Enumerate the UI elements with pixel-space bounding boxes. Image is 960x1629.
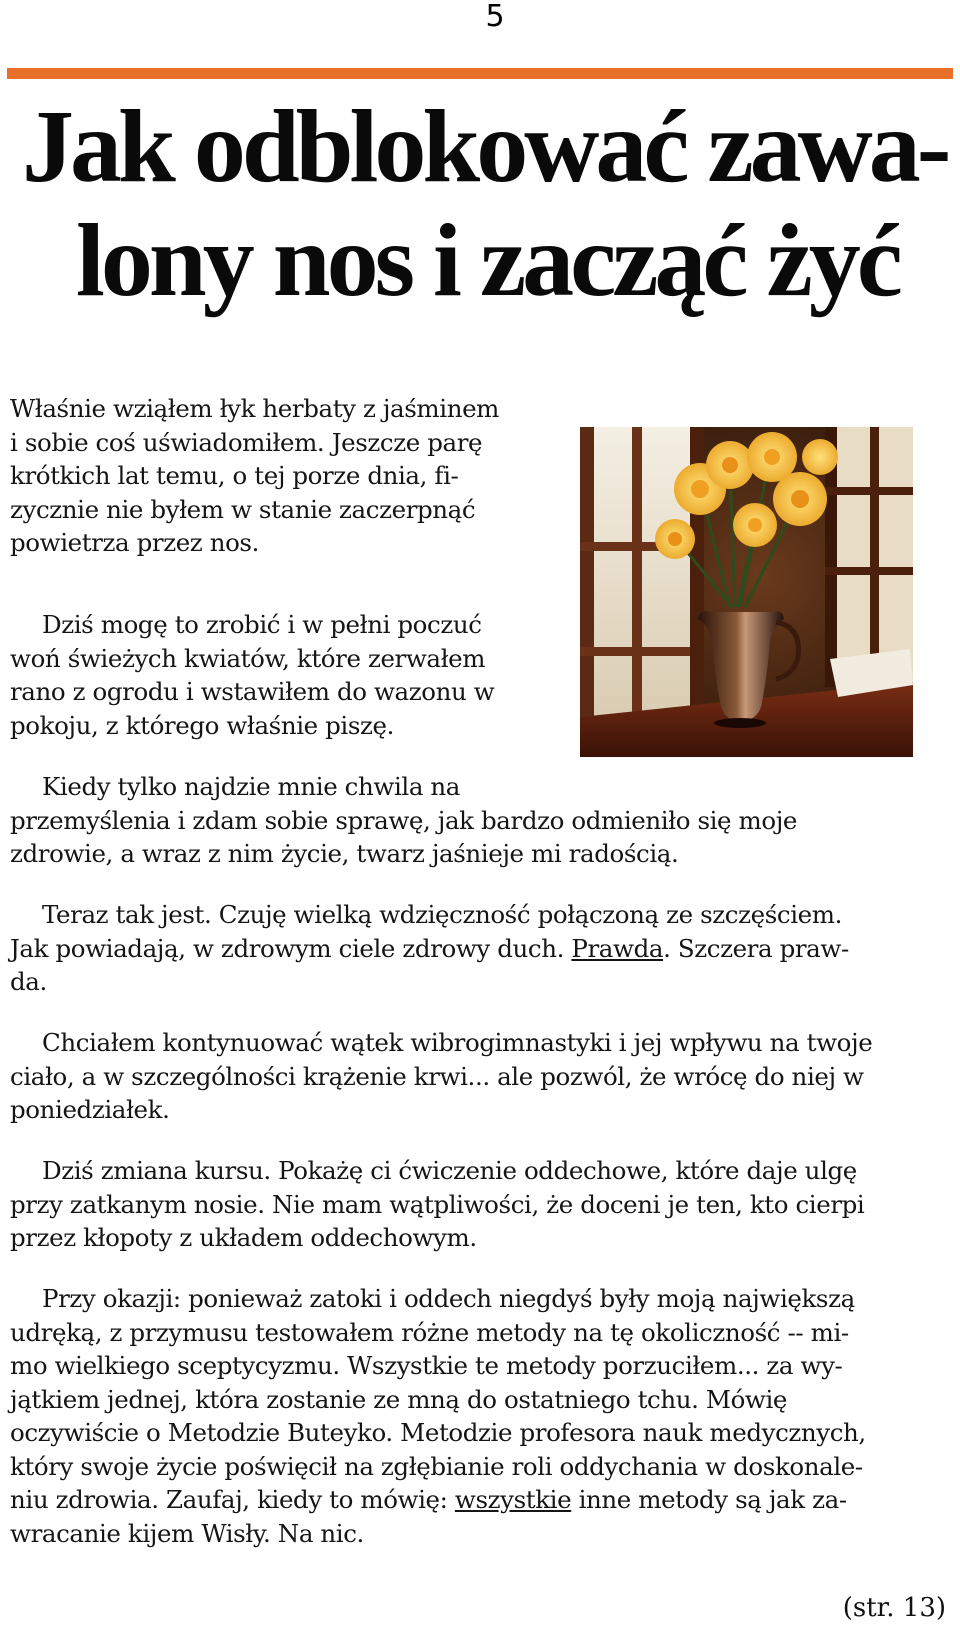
title-line-2: lony nos i zacząć żyć [76, 203, 899, 318]
text-line: przy zatkanym nosie. Nie mam wątpliwości, że doceni je ten, kto cierpi [10, 1189, 865, 1219]
text-line: który swoje życie poświęcił na zgłębianie roli oddychania w doskonale- [10, 1451, 863, 1481]
text-line: powietrza przez nos. [10, 528, 259, 557]
text-line: jątkiem jednej, która zostanie ze mną do ostatniego tchu. Mówię [10, 1384, 788, 1414]
page-title [22, 90, 952, 318]
text-line: ciało, a w szczególności krążenie krwi... ale pozwól, że wrócę do niej w [10, 1061, 864, 1091]
title-line-1: Jak odblokować zawa- [22, 89, 948, 204]
text-line: przez kłopoty z układem oddechowym. [10, 1223, 477, 1252]
text-line: Przy okazji: ponieważ zatoki i oddech niegdyś były moją największą [42, 1284, 855, 1313]
text-line: Dziś zmiana kursu. Pokażę ci ćwiczenie oddechowe, które daje ulgę [42, 1156, 857, 1185]
text-line: mo wielkiego sceptycyzmu. Wszystkie te metody porzuciłem... za wy- [10, 1351, 843, 1380]
text-segment: . Szczera praw- [663, 933, 849, 963]
text-line: udręką, z przymusu testowałem różne metody na tę okoliczność -- mi- [10, 1317, 849, 1347]
page-reference: (str. 13) [842, 1593, 946, 1623]
wszystkie-link[interactable]: wszystkie [454, 1485, 572, 1514]
text-line: oczywiście o Metodzie Buteyko. Metodzie profesora nauk medycznych, [10, 1418, 866, 1447]
text-line: wracanie kijem Wisły. Na nic. [10, 1518, 364, 1548]
text-line: da. [10, 967, 47, 996]
daffodils-vase-image [580, 427, 913, 757]
text-line: Teraz tak jest. Czuję wielką wdzięczność połączoną ze szczęściem. [42, 900, 842, 929]
text-line: Kiedy tylko najdzie mnie chwila na [42, 772, 461, 801]
paragraph-1 [10, 392, 499, 560]
text-line [10, 1483, 866, 1517]
header-rule [7, 68, 953, 79]
text-line: zdrowie, a wraz z nim życie, twarz jaśnieje mi radością. [10, 839, 679, 868]
paragraph-2 [10, 608, 494, 742]
text-line: pokoju, z którego właśnie piszę. [10, 710, 395, 740]
text-line: rano z ogrodu i wstawiłem do wazonu w [10, 677, 495, 706]
paragraph-7 [10, 1282, 866, 1550]
text-line: przemyślenia i zdam sobie sprawę, jak bardzo odmieniło się moje [10, 805, 798, 835]
daffodils-photo [580, 427, 913, 757]
text-line: zycznie nie byłem w stanie zaczerpnąć [10, 494, 476, 524]
paragraph-4 [10, 898, 849, 999]
paragraph-3 [10, 770, 797, 871]
text-line: i sobie coś uświadomiłem. Jeszcze parę [10, 427, 483, 457]
text-line: Dziś mogę to zrobić i w pełni poczuć [42, 610, 482, 639]
text-line: Chciałem kontynuować wątek wibrogimnastyki i jej wpływu na twoje [42, 1028, 873, 1057]
text-line: krótkich lat temu, o tej porze dnia, fi- [10, 461, 459, 490]
text-line: poniedziałek. [10, 1095, 170, 1124]
text-segment: inne metody są jak za- [571, 1485, 847, 1514]
text-segment: Jak powiadają, w zdrowym ciele zdrowy duch. [10, 933, 572, 963]
text-segment: niu zdrowia. Zaufaj, kiedy to mówię: [10, 1485, 455, 1514]
text-line: Właśnie wziąłem łyk herbaty z jaśminem [10, 394, 500, 423]
prawda-link[interactable]: Prawda [571, 933, 664, 963]
text-line [10, 932, 849, 966]
page-number: 5 [485, 0, 505, 34]
paragraph-6 [10, 1154, 864, 1255]
text-line: woń świeżych kwiatów, które zerwałem [10, 643, 486, 673]
paragraph-5 [10, 1026, 872, 1127]
